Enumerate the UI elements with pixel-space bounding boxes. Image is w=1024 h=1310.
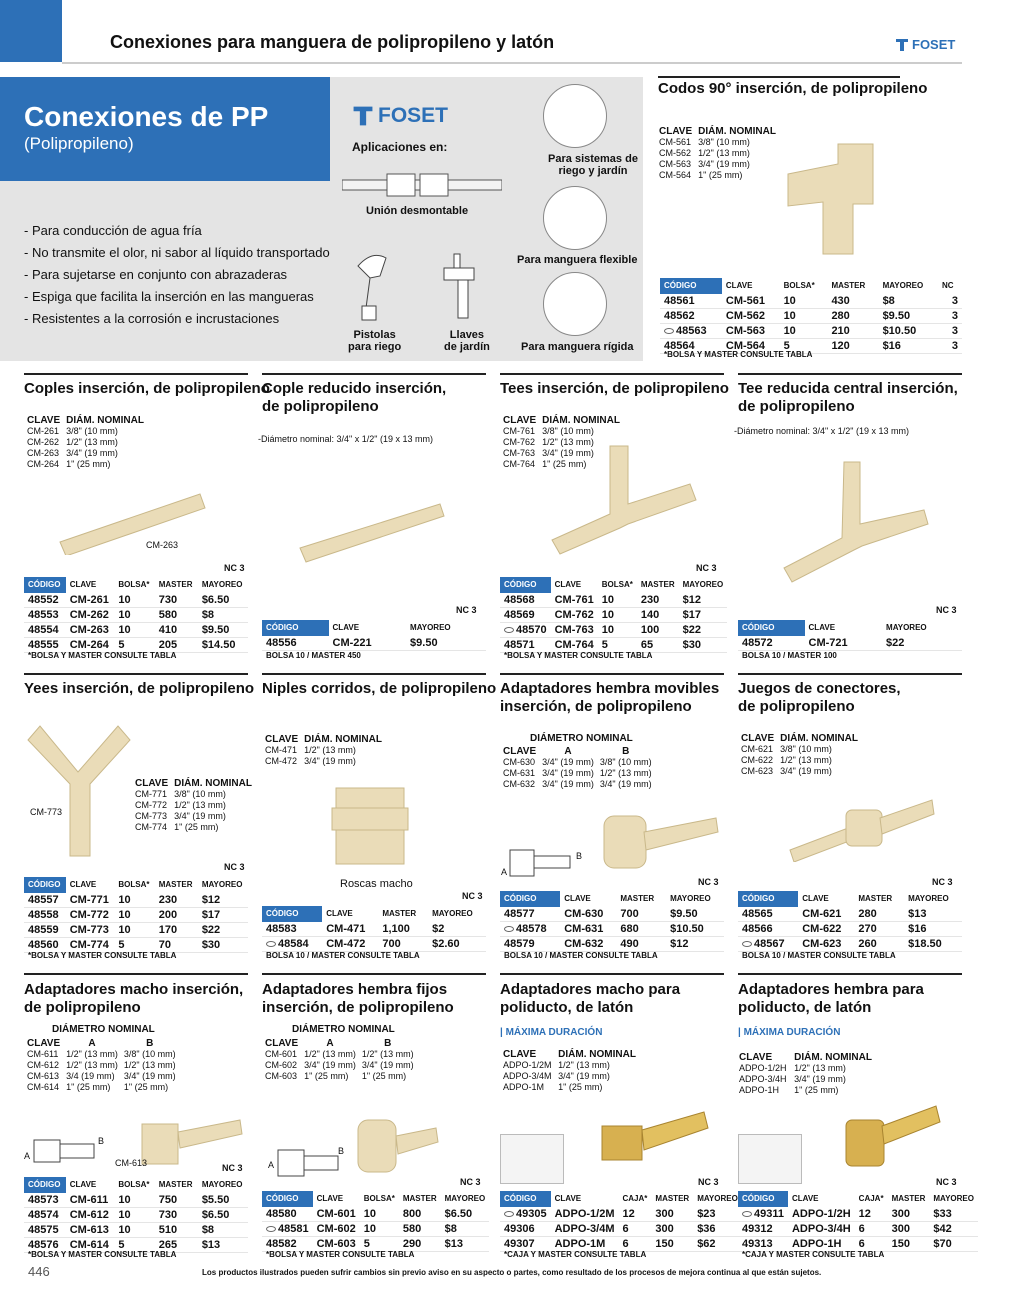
adpo-h-price-table: CÓDIGO CLAVE CAJA* MASTER MAYOREO 49311 ADPO-1/2H 12 300 $33 49312 ADPO-3/4H 6 300 $42 49313 ADPO-1H 6 150 $70: [738, 1191, 978, 1252]
hero-logo: [352, 104, 448, 128]
adap-hm-title: Adaptadores hembra movibles inserción, de polipropileno: [500, 680, 720, 715]
tee-product-image: [540, 444, 700, 564]
table-row: 48577 CM-630 700 $9.50: [500, 907, 724, 922]
tees-nc: NC 3: [696, 563, 717, 573]
yee-product-image: [22, 720, 142, 860]
section-rule: [738, 373, 962, 375]
cople-red-product-image: [290, 488, 450, 563]
table-row: 48582 CM-603 5 290 $13: [262, 1237, 489, 1252]
yees-spec-table: CLAVE DIÁM. NOMINAL CM-771 3/8" (10 mm) CM-772 1/2" (13 mm) CM-773 3/4" (19 mm) CM-774 1" (25 mm): [135, 778, 252, 832]
table-row: 48553 CM-262 10 580 $8: [24, 608, 248, 623]
adap-hf-nc: NC 3: [460, 1177, 481, 1187]
foset-logo-icon: [895, 38, 909, 52]
header-rule: [62, 62, 962, 64]
adpo-m-tag: | MÁXIMA DURACIÓN: [500, 1027, 603, 1038]
section-rule: [500, 673, 724, 675]
table-row: 48584 CM-472 700 $2.60: [262, 937, 486, 952]
yees-nc: NC 3: [224, 862, 245, 872]
table-row: 48573 CM-611 10 750 $5.50: [24, 1193, 248, 1208]
union-illustration: [342, 170, 502, 200]
juegos-title: Juegos de conectores, de polipropileno: [738, 680, 901, 715]
eye-icon: [742, 1211, 752, 1217]
table-row: 48559 CM-773 10 170 $22: [24, 923, 248, 938]
table-row: 48580 CM-601 10 800 $6.50: [262, 1207, 489, 1222]
section-rule: [500, 373, 724, 375]
table-row: 48552 CM-261 10 730 $6.50: [24, 593, 248, 608]
feature-item: ‐ Para conducción de agua fría: [24, 223, 202, 238]
table-row: 49307 ADPO-1M 6 150 $62: [500, 1237, 742, 1252]
yees-note: *BOLSA Y MASTER CONSULTE TABLA: [28, 951, 177, 960]
coples-note: *BOLSA Y MASTER CONSULTE TABLA: [28, 651, 177, 660]
table-row: 48575 CM-613 10 510 $8: [24, 1223, 248, 1238]
section-rule: [500, 973, 724, 975]
adap-macho-title: Adaptadores macho inserción, de polipropileno: [24, 981, 244, 1016]
adap-macho-a-label: A: [24, 1151, 31, 1161]
section-rule: [738, 673, 962, 675]
adap-macho-b-label: B: [98, 1136, 105, 1146]
adpo-h-nc: NC 3: [936, 1177, 957, 1187]
table-row: 49312 ADPO-3/4H 6 300 $42: [738, 1222, 978, 1237]
table-row: 48567 CM-623 260 $18.50: [738, 937, 962, 952]
table-row: 48564 CM-564 5 120 $16 3: [660, 339, 962, 354]
section-rule: [24, 673, 248, 675]
niple-roscas-label: Roscas macho: [340, 878, 413, 890]
eye-icon: [664, 328, 674, 334]
table-row: 48556 CM-221 $9.50: [262, 636, 486, 651]
app-llaves-label: Llaves de jardín: [444, 329, 490, 353]
rigida-circle: [543, 272, 607, 336]
feature-item: ‐ Para sujetarse en conjunto con abrazaderas: [24, 267, 288, 282]
table-row: 48578 CM-631 680 $10.50: [500, 922, 724, 937]
table-row: 48558 CM-772 10 200 $17: [24, 908, 248, 923]
niple-product-image: [330, 786, 410, 868]
adap-hf-a-label: A: [268, 1160, 275, 1170]
cople-red-note: BOLSA 10 / MASTER 450: [266, 651, 361, 660]
feature-item: ‐ Espiga que facilita la inserción en las mangueras: [24, 289, 314, 304]
coples-nc: NC 3: [224, 563, 245, 573]
section-rule: [658, 76, 900, 78]
eye-icon: [742, 941, 752, 947]
table-row: 48581 CM-602 10 580 $8: [262, 1222, 489, 1237]
table-row: 48572 CM-721 $22: [738, 636, 962, 651]
table-row: 48566 CM-622 270 $16: [738, 922, 962, 937]
niples-spec-table: CLAVE DIÁM. NOMINAL CM-471 1/2" (13 mm) CM-472 3/4" (19 mm): [265, 734, 382, 766]
adap-hm-product-image: [600, 810, 720, 880]
yees-price-table: CÓDIGO CLAVE BOLSA* MASTER MAYOREO 48557 CM-771 10 230 $12 48558 CM-772 10 200 $17 48559 CM-773 10 170 $22 48560 CM-774 5 70 $30: [24, 877, 248, 953]
section-rule: [262, 673, 486, 675]
adap-hf-diagram: [276, 1146, 340, 1180]
niples-note: BOLSA 10 / MASTER CONSULTE TABLA: [266, 951, 420, 960]
eye-icon: [504, 926, 514, 932]
app-pistolas-label: Pistolas para riego: [348, 329, 402, 353]
table-row: 48571 CM-764 5 65 $30: [500, 638, 727, 653]
codo-product-image: [778, 134, 888, 258]
app-flexible-label: Para manguera flexible: [517, 254, 638, 266]
hero-title: Conexiones de PP: [24, 101, 269, 132]
footer-disclaimer: Los productos ilustrados pueden sufrir cambios sin previo aviso en su aspecto o partes, como resultado de los procesos de mejora continua al que están sujetos.: [202, 1268, 822, 1277]
codos-title: Codos 90° inserción, de polipropileno: [658, 80, 928, 97]
adap-hf-title: Adaptadores hembra fijos inserción, de polipropileno: [262, 981, 454, 1016]
cople-red-nc: NC 3: [456, 605, 477, 615]
adap-macho-label: CM-613: [115, 1158, 148, 1168]
juegos-spec-table: CLAVE DIÁM. NOMINAL CM-621 3/8" (10 mm) CM-622 1/2" (13 mm) CM-623 3/4" (19 mm): [741, 733, 858, 776]
table-row: 48557 CM-771 10 230 $12: [24, 893, 248, 908]
adap-hf-b-label: B: [338, 1146, 345, 1156]
adap-macho-note: *BOLSA Y MASTER CONSULTE TABLA: [28, 1250, 177, 1259]
cople-label: CM-263: [146, 540, 179, 550]
adpo-h-spec-table: CLAVE DIÁM. NOMINAL ADPO-1/2H 1/2" (13 mm) ADPO-3/4H 3/4" (19 mm) ADPO-1H 1" (25 mm): [739, 1052, 872, 1095]
cople-red-price-table: CÓDIGO CLAVE MAYOREO 48556 CM-221 $9.50: [262, 620, 486, 651]
adap-macho-spec-table: CLAVE A B CM-611 1/2" (13 mm) 3/8" (10 mm) CM-612 1/2" (13 mm) 1/2" (13 mm) CM-613 3/4 (19 mm) 3/4" (19 mm) CM-614 1" (25 mm) 1" (25 mm): [27, 1038, 176, 1092]
page-number: 446: [28, 1264, 50, 1279]
adap-hf-note: *BOLSA Y MASTER CONSULTE TABLA: [266, 1250, 415, 1259]
table-row: 49311 ADPO-1/2H 12 300 $33: [738, 1207, 978, 1222]
adap-hf-spec-table: CLAVE A B CM-601 1/2" (13 mm) 1/2" (13 mm) CM-602 3/4" (19 mm) 3/4" (19 mm) CM-603 1" (25 mm) 1" (25 mm): [265, 1038, 414, 1081]
flexible-circle: [543, 186, 607, 250]
adpo-h-note: *CAJA Y MASTER CONSULTE TABLA: [742, 1250, 885, 1259]
codos-note: *BOLSA Y MASTER CONSULTE TABLA: [664, 350, 813, 359]
adpo-h-product-image: [842, 1100, 942, 1170]
juegos-note: BOLSA 10 / MASTER CONSULTE TABLA: [742, 951, 896, 960]
adap-hm-note: BOLSA 10 / MASTER CONSULTE TABLA: [504, 951, 658, 960]
tees-title: Tees inserción, de polipropileno: [500, 380, 729, 397]
niples-title: Niples corridos, de polipropileno: [262, 680, 497, 697]
tee-red-product-image: [774, 460, 934, 590]
section-rule: [262, 373, 486, 375]
adpo-m-nc: NC 3: [698, 1177, 719, 1187]
adpo-m-spec-table: CLAVE DIÁM. NOMINAL ADPO-1/2M 1/2" (13 mm) ADPO-3/4M 3/4" (19 mm) ADPO-1M 1" (25 mm): [503, 1049, 636, 1092]
yee-label: CM-773: [30, 807, 63, 817]
table-row: 48563 CM-563 10 210 $10.50 3: [660, 324, 962, 339]
adpo-m-price-table: CÓDIGO CLAVE CAJA* MASTER MAYOREO 49305 ADPO-1/2M 12 300 $23 49306 ADPO-3/4M 6 300 $36 49307 ADPO-1M 6 150 $62: [500, 1191, 742, 1252]
yees-title: Yees inserción, de polipropileno: [24, 680, 255, 697]
table-row: 49306 ADPO-3/4M 6 300 $36: [500, 1222, 742, 1237]
riego-circle: [543, 84, 607, 148]
llave-illustration: [440, 248, 484, 322]
page-tab: [0, 0, 62, 62]
header-brand: FOSET: [912, 37, 956, 52]
header-logo: [895, 37, 955, 52]
coples-title: Coples inserción, de polipropileno: [24, 380, 270, 397]
table-row: 48583 CM-471 1,100 $2: [262, 922, 486, 937]
cople-red-title: Cople reducido inserción, de polipropileno: [262, 380, 447, 415]
adap-hm-spec-table: CLAVE A B CM-630 3/4" (19 mm) 3/8" (10 mm) CM-631 3/4" (19 mm) 1/2" (13 mm) CM-632 3/4" (19 mm) 3/4" (19 mm): [503, 746, 652, 789]
adpo-h-bag-image: [738, 1134, 802, 1184]
adap-macho-diagram: [32, 1134, 96, 1168]
apps-label: Aplicaciones en:: [352, 140, 448, 154]
adap-macho-product-image: [140, 1116, 244, 1166]
adap-hm-b-label: B: [576, 851, 583, 861]
juegos-price-table: CÓDIGO CLAVE MASTER MAYOREO 48565 CM-621 280 $13 48566 CM-622 270 $16 48567 CM-623 260 $18.50: [738, 891, 962, 952]
app-rigida-label: Para manguera rígida: [521, 341, 634, 353]
adap-hm-diagram: [508, 846, 572, 880]
eye-icon: [504, 627, 514, 633]
tees-spec-table: CLAVE DIÁM. NOMINAL CM-761 3/8" (10 mm) CM-762 1/2" (13 mm) CM-763 3/4" (19 mm) CM-764 1" (25 mm): [503, 415, 620, 469]
cople-product-image: [50, 480, 210, 555]
adap-hf-product-image: [356, 1118, 440, 1174]
table-row: 48560 CM-774 5 70 $30: [24, 938, 248, 953]
hero-title-box: [0, 77, 330, 181]
section-rule: [738, 973, 962, 975]
section-rule: [24, 973, 248, 975]
table-row: 48562 CM-562 10 280 $9.50 3: [660, 309, 962, 324]
adpo-m-bag-image: [500, 1134, 564, 1184]
adpo-m-note: *CAJA Y MASTER CONSULTE TABLA: [504, 1250, 647, 1259]
codos-spec-table: CLAVE DIÁM. NOMINAL CM-561 3/8" (10 mm) CM-562 1/2" (13 mm) CM-563 3/4" (19 mm) CM-564 1" (25 mm): [659, 126, 776, 180]
adpo-h-tag: | MÁXIMA DURACIÓN: [738, 1027, 841, 1038]
adap-macho-group: DIÁMETRO NOMINAL: [52, 1024, 155, 1035]
eye-icon: [266, 1226, 276, 1232]
adap-hm-a-label: A: [501, 867, 508, 877]
table-row: 49313 ADPO-1H 6 150 $70: [738, 1237, 978, 1252]
table-row: 48554 CM-263 10 410 $9.50: [24, 623, 248, 638]
hero-brand: FOSET: [378, 104, 449, 127]
table-row: 48561 CM-561 10 430 $8 3: [660, 294, 962, 309]
tee-red-title: Tee reducida central inserción, de polipropileno: [738, 380, 958, 415]
feature-item: ‐ No transmite el olor, ni sabor al líquido transportado: [24, 245, 330, 260]
eye-icon: [504, 1211, 514, 1217]
niples-nc: NC 3: [462, 891, 483, 901]
niples-price-table: CÓDIGO CLAVE MASTER MAYOREO 48583 CM-471 1,100 $2 48584 CM-472 700 $2.60: [262, 906, 486, 952]
tee-red-nc: NC 3: [936, 605, 957, 615]
codos-price-table: CÓDIGO CLAVE BOLSA* MASTER MAYOREO NC 48561 CM-561 10 430 $8 3 48562 CM-562 10 280 $9.50 3 48563 CM-563 10 210 $10.50 3 48564 CM-564 5 120 $16 3: [660, 278, 962, 354]
table-row: 48579 CM-632 490 $12: [500, 937, 724, 952]
eye-icon: [266, 941, 276, 947]
adap-hf-price-table: CÓDIGO CLAVE BOLSA* MASTER MAYOREO 48580 CM-601 10 800 $6.50 48581 CM-602 10 580 $8 48582 CM-603 5 290 $13: [262, 1191, 489, 1252]
app-riego-label: Para sistemas de riego y jardín: [548, 153, 638, 177]
juego-product-image: [786, 790, 936, 862]
tee-red-price-table: CÓDIGO CLAVE MAYOREO 48572 CM-721 $22: [738, 620, 962, 651]
cople-red-diam: ‐Diámetro nominal: 3/4" x 1/2" (19 x 13 mm): [258, 434, 433, 444]
coples-price-table: CÓDIGO CLAVE BOLSA* MASTER MAYOREO 48552 CM-261 10 730 $6.50 48553 CM-262 10 580 $8 48554 CM-263 10 410 $9.50 48555 CM-264 5 205 $14.50: [24, 577, 248, 653]
adap-macho-nc: NC 3: [222, 1163, 243, 1173]
tee-red-diam: ‐Diámetro nominal: 3/4" x 1/2" (19 x 13 mm): [734, 426, 909, 436]
adpo-m-title: Adaptadores macho para poliducto, de latón: [500, 981, 681, 1016]
table-row: 48574 CM-612 10 730 $6.50: [24, 1208, 248, 1223]
table-row: 48570 CM-763 10 100 $22: [500, 623, 727, 638]
feature-item: ‐ Resistentes a la corrosión e incrustaciones: [24, 311, 280, 326]
coples-spec-table: CLAVE DIÁM. NOMINAL CM-261 3/8" (10 mm) CM-262 1/2" (13 mm) CM-263 3/4" (19 mm) CM-264 1" (25 mm): [27, 415, 144, 469]
adap-hm-price-table: CÓDIGO CLAVE MASTER MAYOREO 48577 CM-630 700 $9.50 48578 CM-631 680 $10.50 48579 CM-632 490 $12: [500, 891, 724, 952]
app-union-label: Unión desmontable: [366, 205, 469, 217]
table-row: 48576 CM-614 5 265 $13: [24, 1238, 248, 1253]
adap-hm-group: DIÁMETRO NOMINAL: [530, 733, 633, 744]
table-row: 48555 CM-264 5 205 $14.50: [24, 638, 248, 653]
section-rule: [24, 373, 248, 375]
tee-red-note: BOLSA 10 / MASTER 100: [742, 651, 837, 660]
adap-hf-group: DIÁMETRO NOMINAL: [292, 1024, 395, 1035]
table-row: 48565 CM-621 280 $13: [738, 907, 962, 922]
adpo-h-title: Adaptadores hembra para poliducto, de latón: [738, 981, 924, 1016]
table-row: 48569 CM-762 10 140 $17: [500, 608, 727, 623]
section-rule: [262, 973, 486, 975]
table-row: 48568 CM-761 10 230 $12: [500, 593, 727, 608]
juegos-nc: NC 3: [932, 877, 953, 887]
foset-logo-icon: [352, 105, 374, 127]
page-header-title: Conexiones para manguera de polipropileno y latón: [110, 32, 555, 52]
hero-feature-list: [24, 220, 330, 330]
tees-note: *BOLSA Y MASTER CONSULTE TABLA: [504, 651, 653, 660]
adap-macho-price-table: CÓDIGO CLAVE BOLSA* MASTER MAYOREO 48573 CM-611 10 750 $5.50 48574 CM-612 10 730 $6.50 48575 CM-613 10 510 $8 48576 CM-614 5 265 $13: [24, 1177, 248, 1253]
adpo-m-product-image: [600, 1106, 710, 1166]
hero-subtitle: (Polipropileno): [24, 134, 134, 153]
pistola-illustration: [352, 248, 392, 322]
table-row: 49305 ADPO-1/2M 12 300 $23: [500, 1207, 742, 1222]
adap-hm-nc: NC 3: [698, 877, 719, 887]
tees-price-table: CÓDIGO CLAVE BOLSA* MASTER MAYOREO 48568 CM-761 10 230 $12 48569 CM-762 10 140 $17 48570 CM-763 10 100 $22 48571 CM-764 5 65 $30: [500, 577, 727, 653]
